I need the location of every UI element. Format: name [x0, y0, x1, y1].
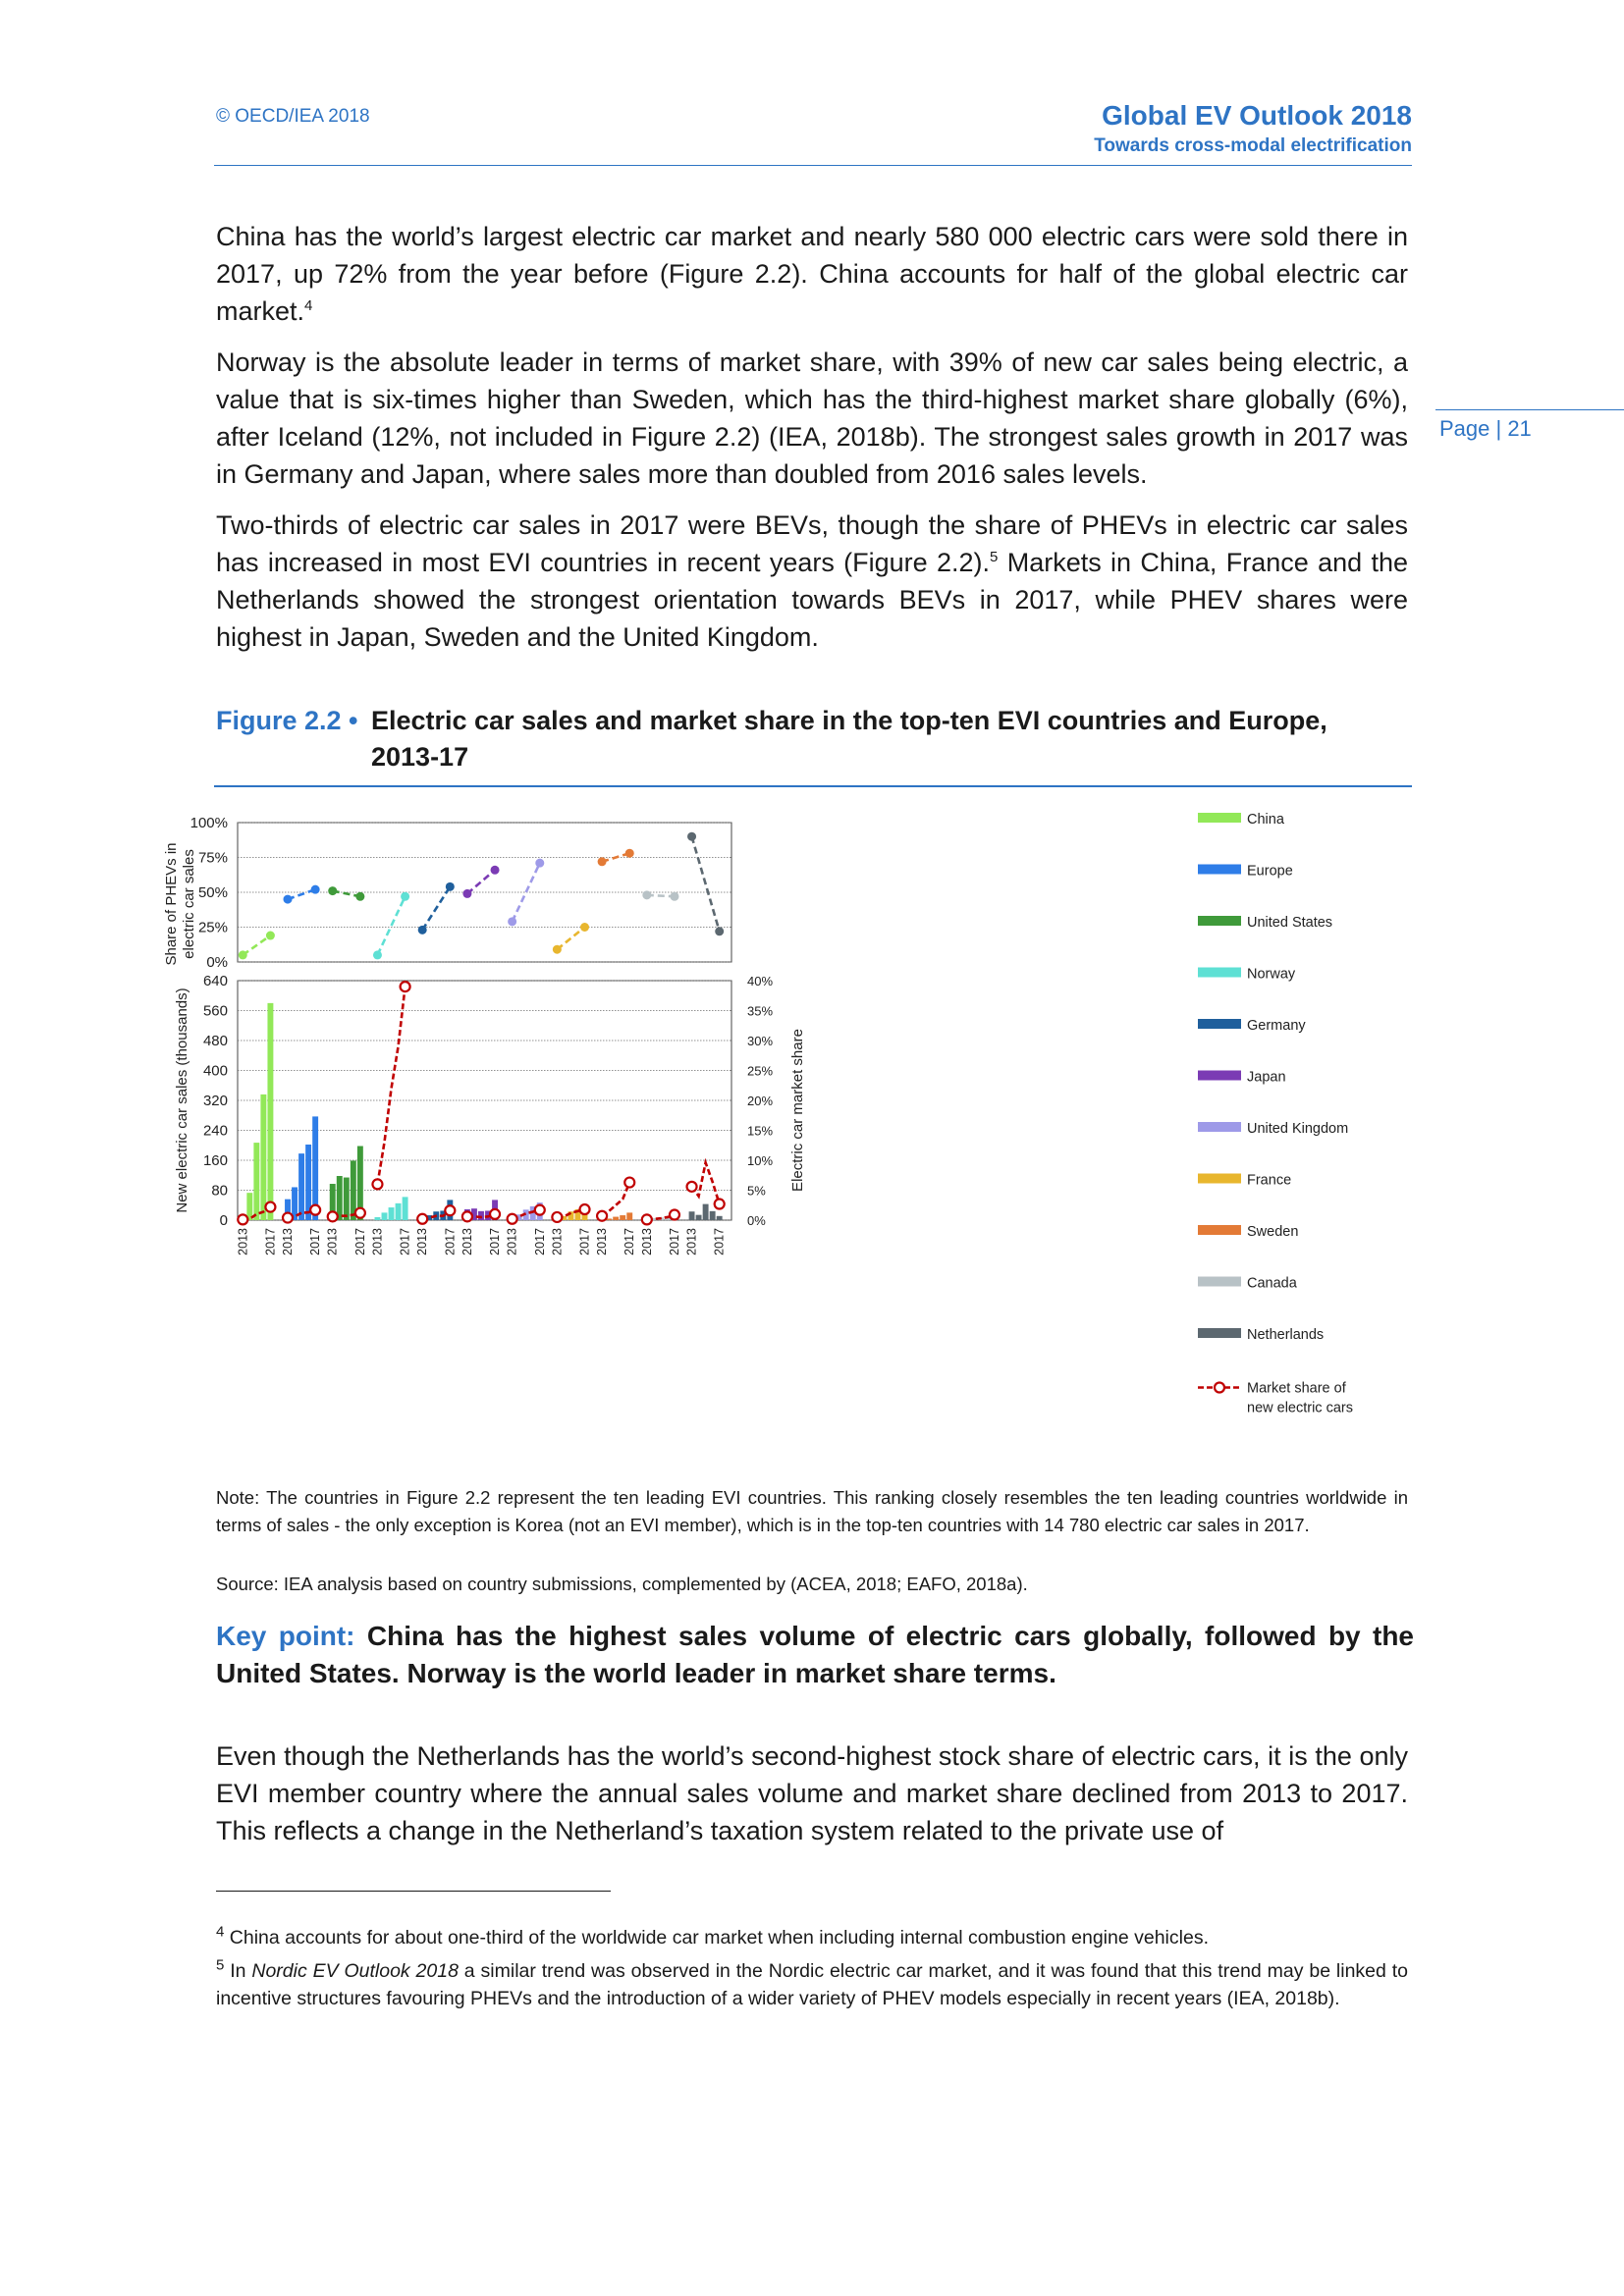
footnote-divider	[216, 1891, 611, 1892]
bar-netherlands-2013	[689, 1211, 695, 1220]
bottom-y-tick-label: 480	[202, 1033, 228, 1049]
x-tick-label-united-kingdom-2013: 2013	[505, 1228, 519, 1255]
market-share-point-united-states-2013	[328, 1211, 338, 1221]
bar-netherlands-2014	[696, 1215, 702, 1220]
key-point-label: Key point:	[216, 1621, 355, 1651]
footnote-5-pre: In	[224, 1960, 252, 1982]
document-title: Global EV Outlook 2018	[1102, 100, 1412, 131]
bar-norway-2014	[382, 1212, 388, 1220]
x-tick-label-netherlands-2013: 2013	[684, 1228, 699, 1255]
x-tick-label-china-2013: 2013	[236, 1228, 250, 1255]
phev-point-japan-2017	[491, 866, 500, 875]
x-tick-label-canada-2013: 2013	[639, 1228, 654, 1255]
footnote-5-italic-title: Nordic EV Outlook 2018	[251, 1960, 459, 1982]
bottom-y-tick-label: 80	[211, 1182, 228, 1200]
phev-point-norway-2013	[373, 950, 382, 959]
phev-point-united-kingdom-2017	[535, 859, 544, 868]
x-tick-label-norway-2013: 2013	[370, 1228, 385, 1255]
bottom-y-tick-label: 160	[202, 1152, 228, 1169]
market-share-point-norway-2013	[372, 1179, 382, 1189]
paragraph-1	[216, 218, 1408, 330]
legend-label-market-share-line-2: new electric cars	[1247, 1400, 1353, 1416]
x-tick-label-canada-2017: 2017	[667, 1228, 681, 1255]
phev-point-germany-2017	[446, 882, 455, 891]
legend-label-netherlands: Netherlands	[1247, 1327, 1325, 1343]
phev-point-norway-2017	[401, 892, 409, 901]
x-tick-label-france-2013: 2013	[550, 1228, 565, 1255]
footnote-5	[216, 1957, 1408, 2012]
x-tick-label-united-states-2013: 2013	[325, 1228, 340, 1255]
header-divider	[214, 165, 1412, 166]
legend-swatch-united-kingdom	[1198, 1122, 1241, 1132]
bar-netherlands-2017	[717, 1216, 723, 1220]
market-share-line-norway	[377, 987, 405, 1184]
bar-sweden-2015	[613, 1217, 619, 1220]
bottom-y-tick-label: 320	[202, 1093, 228, 1109]
x-tick-label-germany-2013: 2013	[415, 1228, 430, 1255]
page-number-divider	[1435, 409, 1624, 410]
bar-china-2015	[253, 1143, 259, 1220]
legend-label-canada: Canada	[1247, 1275, 1297, 1292]
market-share-point-europe-2013	[283, 1213, 293, 1223]
bottom-y-tick-label: 240	[202, 1122, 228, 1140]
top-y-tick-label: 50%	[197, 884, 228, 901]
bar-sweden-2016	[620, 1215, 625, 1220]
legend-label-market-share	[1247, 1381, 1353, 1416]
bottom-y-tick-label: 640	[202, 973, 228, 989]
phev-point-germany-2013	[418, 926, 427, 934]
bar-europe-2015	[298, 1153, 304, 1220]
legend-label-united-kingdom: United Kingdom	[1247, 1121, 1349, 1137]
bar-norway-2013	[375, 1217, 381, 1220]
phev-point-france-2017	[580, 923, 589, 932]
phev-point-sweden-2017	[625, 849, 634, 858]
bar-norway-2017	[403, 1197, 408, 1220]
x-tick-label-japan-2013: 2013	[460, 1228, 474, 1255]
market-share-point-canada-2013	[642, 1214, 652, 1224]
market-share-point-japan-2013	[462, 1211, 472, 1221]
legend-label-market-share-line-1: Market share of	[1247, 1380, 1346, 1397]
phev-point-europe-2013	[284, 895, 293, 904]
right-y-tick-label: 15%	[747, 1123, 774, 1139]
market-share-point-norway-2017	[401, 982, 410, 991]
bar-norway-2016	[396, 1203, 402, 1220]
market-share-point-france-2017	[580, 1204, 590, 1214]
legend-label-united-states: United States	[1247, 915, 1333, 931]
market-share-point-germany-2017	[445, 1205, 455, 1215]
phev-point-china-2013	[239, 950, 247, 959]
legend-swatch-europe	[1198, 865, 1241, 875]
legend-swatch-france	[1198, 1174, 1241, 1184]
top-y-axis-title-line-2: electric car sales	[181, 849, 197, 959]
bar-china-2017	[267, 1003, 273, 1220]
ev-sales-chart	[163, 793, 1414, 1480]
bar-united-states-2015	[344, 1178, 350, 1220]
market-share-point-united-states-2017	[355, 1208, 365, 1218]
market-share-point-china-2017	[265, 1202, 275, 1212]
bar-norway-2015	[389, 1207, 395, 1220]
bar-sweden-2017	[626, 1212, 632, 1220]
bottom-y-tick-label: 0	[219, 1212, 228, 1229]
phev-point-netherlands-2017	[715, 927, 724, 935]
right-y-tick-label: 10%	[747, 1153, 774, 1168]
market-share-point-canada-2017	[670, 1210, 679, 1220]
market-share-point-united-kingdom-2013	[508, 1214, 517, 1224]
page-number: Page | 21	[1439, 416, 1532, 441]
market-share-point-sweden-2013	[597, 1211, 607, 1221]
x-tick-label-china-2017: 2017	[263, 1228, 278, 1255]
figure-note: Note: The countries in Figure 2.2 represent the ten leading EVI countries. This ranking closely resembles the ten leading countries worldwide in terms of sales - the only exception is Korea (not an EVI member), which is in the top-ten countries with 14 780 electric car sales in 2017.	[216, 1487, 1408, 1535]
market-share-point-netherlands-2017	[715, 1200, 725, 1209]
phev-line-france	[557, 928, 584, 950]
key-point	[216, 1618, 1414, 1692]
paragraph-1-text: China has the world’s largest electric car market and nearly 580 000 electric cars were sold there in 2017, up 72% from the year before (Figure 2.2). China accounts for half of the global electric car market.	[216, 222, 1408, 326]
x-tick-label-norway-2017: 2017	[398, 1228, 412, 1255]
legend-swatch-united-states	[1198, 916, 1241, 926]
figure-divider	[214, 785, 1412, 787]
copyright-notice: © OECD/IEA 2018	[216, 106, 370, 127]
bar-netherlands-2016	[710, 1211, 716, 1220]
phev-point-sweden-2013	[598, 857, 607, 866]
legend-swatch-netherlands	[1198, 1328, 1241, 1338]
top-y-tick-label: 0%	[206, 954, 228, 971]
x-tick-label-japan-2017: 2017	[488, 1228, 503, 1255]
right-y-tick-label: 0%	[747, 1213, 766, 1228]
x-tick-label-europe-2017: 2017	[308, 1228, 323, 1255]
footnote-ref-5[interactable]: 5	[990, 549, 999, 565]
bottom-y-tick-label: 400	[202, 1062, 228, 1080]
phev-point-canada-2017	[670, 892, 678, 901]
top-y-axis-title	[163, 842, 197, 965]
footnote-4-number: 4	[216, 1923, 225, 1941]
market-share-point-united-kingdom-2017	[535, 1205, 545, 1215]
right-y-tick-label: 40%	[747, 974, 774, 988]
market-share-point-europe-2017	[310, 1205, 320, 1215]
legend-swatch-norway	[1198, 968, 1241, 978]
top-y-tick-label: 25%	[197, 919, 228, 936]
right-y-tick-label: 5%	[747, 1183, 766, 1199]
x-tick-label-sweden-2013: 2013	[595, 1228, 610, 1255]
legend-swatch-china	[1198, 813, 1241, 823]
legend-swatch-germany	[1198, 1019, 1241, 1029]
paragraph-4: Even though the Netherlands has the world’s second-highest stock share of electric cars, it is the only EVI member country where the annual sales volume and market share declined from 2013 to 2017. This reflects a change in the Netherland’s taxation system related to the private use of	[216, 1741, 1408, 1845]
market-share-point-france-2013	[552, 1212, 562, 1222]
market-share-point-china-2013	[238, 1214, 247, 1224]
phev-point-united-states-2017	[355, 892, 364, 901]
paragraph-3	[216, 507, 1408, 656]
phev-point-united-states-2013	[328, 886, 337, 895]
x-tick-label-united-states-2017: 2017	[352, 1228, 367, 1255]
figure-source: Source: IEA analysis based on country submissions, complemented by (ACEA, 2018; EAFO, 2018a).	[216, 1574, 1028, 1594]
legend-label-sweden: Sweden	[1247, 1224, 1299, 1240]
legend-label-france: France	[1247, 1172, 1292, 1189]
phev-point-united-kingdom-2013	[508, 917, 516, 926]
legend-label-europe: Europe	[1247, 863, 1293, 880]
footnote-5-number: 5	[216, 1956, 225, 1974]
phev-point-canada-2013	[642, 890, 651, 899]
x-tick-label-netherlands-2017: 2017	[712, 1228, 727, 1255]
bar-netherlands-2015	[703, 1204, 709, 1220]
legend-swatch-sweden	[1198, 1225, 1241, 1235]
legend-label-japan: Japan	[1247, 1069, 1286, 1086]
footnote-ref-4[interactable]: 4	[304, 297, 313, 314]
legend-label-norway: Norway	[1247, 966, 1296, 983]
x-tick-label-france-2017: 2017	[577, 1228, 592, 1255]
right-y-tick-label: 20%	[747, 1094, 774, 1108]
phev-point-china-2017	[266, 932, 275, 940]
bottom-y-axis-title: New electric car sales (thousands)	[174, 988, 190, 1213]
figure-label: Figure 2.2 •	[216, 706, 358, 735]
market-share-point-germany-2013	[417, 1214, 427, 1224]
bar-japan-2015	[478, 1211, 484, 1220]
right-y-axis-title: Electric car market share	[789, 1029, 806, 1192]
market-share-point-netherlands-2013	[687, 1182, 697, 1192]
footnote-4-text: China accounts for about one-third of the worldwide car market when including internal combustion engine vehicles.	[224, 1927, 1209, 1949]
phev-line-netherlands	[692, 836, 720, 932]
figure-title: Electric car sales and market share in the top-ten EVI countries and Europe, 2013-17	[371, 706, 1327, 772]
top-y-tick-label: 75%	[197, 849, 228, 867]
x-tick-label-europe-2013: 2013	[281, 1228, 296, 1255]
market-share-point-japan-2017	[490, 1209, 500, 1219]
legend-marker-market-share	[1215, 1383, 1224, 1393]
phev-point-france-2013	[553, 945, 562, 954]
x-tick-label-united-kingdom-2017: 2017	[532, 1228, 547, 1255]
x-tick-label-sweden-2017: 2017	[623, 1228, 637, 1255]
phev-line-germany	[422, 886, 450, 930]
bar-china-2016	[260, 1095, 266, 1220]
key-point-text: China has the highest sales volume of electric cars globally, followed by the United States. Norway is the world leader in market share terms.	[216, 1621, 1415, 1688]
right-y-tick-label: 25%	[747, 1063, 774, 1079]
market-share-line-sweden	[602, 1183, 629, 1216]
phev-point-europe-2017	[311, 885, 320, 894]
top-y-axis-title-line-1: Share of PHEVs in	[163, 842, 180, 966]
chapter-subtitle: Towards cross-modal electrification	[1094, 135, 1412, 156]
right-y-tick-label: 30%	[747, 1034, 774, 1048]
legend-label-germany: Germany	[1247, 1018, 1306, 1034]
legend-label-china: China	[1247, 812, 1284, 828]
legend-swatch-japan	[1198, 1071, 1241, 1081]
paragraph-3-text-b: Markets in China, France and the Netherlands showed the strongest orientation towards BEVs in 2017, while PHEV shares were highest in Japan, Sweden and the United Kingdom.	[216, 548, 1409, 652]
running-header	[1094, 98, 1412, 159]
market-share-point-sweden-2017	[624, 1178, 634, 1188]
paragraph-2: Norway is the absolute leader in terms of market share, with 39% of new car sales being electric, a value that is six-times higher than Sweden, which has the third-highest market share globally (6%), after Iceland (12%, not included in Figure 2.2) (IEA, 2018b). The strongest sales growth in 2017 was in Germany and Japan, where sales more than doubled from 2016 sales levels.	[216, 347, 1408, 489]
footnote-4	[216, 1924, 1408, 1951]
paragraph-3-text-a: Two-thirds of electric car sales in 2017 were BEVs, though the share of PHEVs in electric car sales has increased in most EVI countries in recent years (Figure 2.2).	[216, 510, 1408, 577]
top-y-tick-label: 100%	[189, 815, 228, 831]
phev-line-japan	[467, 870, 495, 893]
phev-point-netherlands-2013	[687, 832, 696, 841]
footnote-5-post: a similar trend was observed in the Nordic electric car market, and it was found that this trend may be linked to incentive structures favouring PHEVs and the introduction of a wider variety of PHEV models especially in recent years (IEA, 2018b).	[216, 1960, 1408, 2009]
phev-point-japan-2013	[462, 889, 471, 898]
phev-line-china	[243, 935, 270, 955]
right-y-tick-label: 35%	[747, 1003, 774, 1019]
x-tick-label-germany-2017: 2017	[443, 1228, 458, 1255]
bottom-y-tick-label: 560	[202, 1002, 228, 1020]
legend-swatch-canada	[1198, 1277, 1241, 1287]
phev-line-norway	[377, 896, 405, 955]
